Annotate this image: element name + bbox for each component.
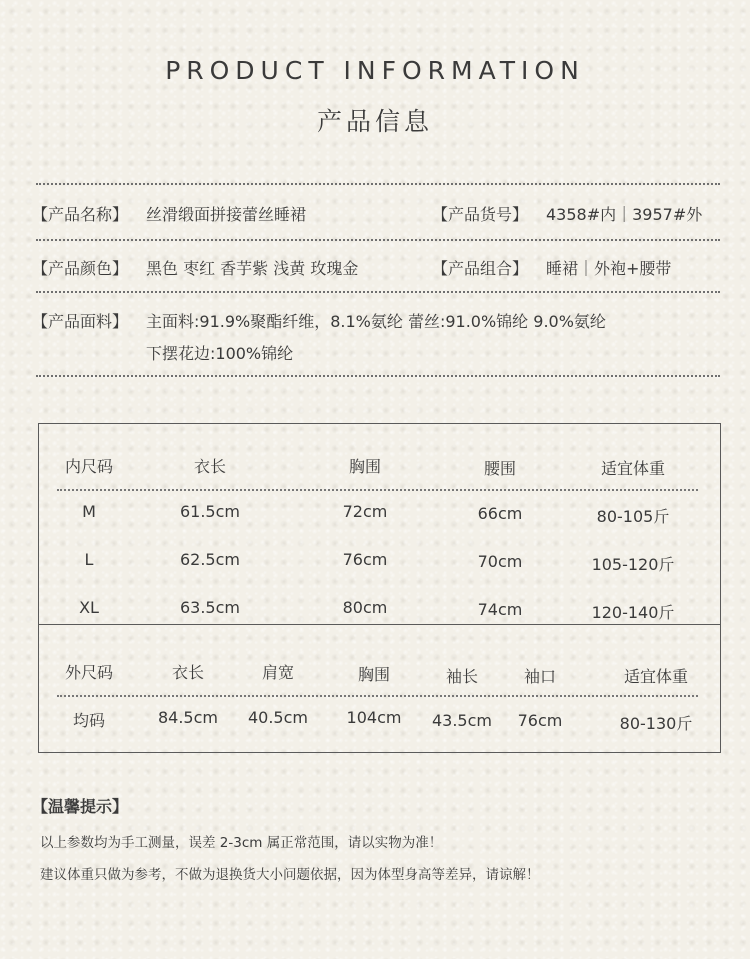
divider-4 (36, 375, 720, 377)
table-row-cell: 72cm (342, 502, 388, 521)
outer-header-length: 衣长 (171, 663, 204, 682)
inner-header-bust: 胸围 (348, 457, 381, 476)
table-row-cell: 76cm (517, 711, 563, 730)
table-row-cell: XL (79, 598, 99, 617)
tips-line-1: 以上参数均为手工测量，误差 2-3cm 属正常范围，请以实物为准！ (40, 835, 443, 851)
outer-header-size: 外尺码 (64, 663, 113, 682)
table-row-cell: 80-130斤 (619, 714, 693, 733)
product-sku-value: 4358#内｜3957#外 (546, 205, 703, 224)
table-row-cell: 120-140斤 (591, 603, 675, 622)
outer-header-weight: 适宜体重 (623, 667, 688, 686)
table-row-cell: 70cm (477, 552, 523, 571)
table-row-cell: 63.5cm (179, 598, 240, 617)
inner-header-divider (57, 489, 698, 491)
divider-3 (36, 291, 720, 293)
outer-header-sleeve-length: 袖长 (445, 667, 478, 686)
divider-1 (36, 183, 720, 185)
product-color-label: 【产品颜色】 (32, 259, 129, 278)
table-row-cell: 104cm (346, 708, 402, 727)
inner-header-length: 衣长 (193, 457, 226, 476)
table-row-cell: 66cm (477, 504, 523, 523)
inner-header-waist: 腰围 (483, 459, 516, 478)
product-combo-label: 【产品组合】 (432, 259, 529, 278)
product-name-value: 丝滑缎面拼接蕾丝睡裙 (146, 205, 307, 224)
inner-header-weight: 适宜体重 (600, 459, 665, 478)
table-row-cell: 74cm (477, 600, 523, 619)
table-row-cell: 62.5cm (179, 550, 240, 569)
product-combo-value: 睡裙｜外袍+腰带 (546, 259, 672, 278)
table-row-cell: L (84, 550, 94, 569)
table-row-cell: 40.5cm (247, 708, 308, 727)
table-row-cell: 43.5cm (431, 711, 492, 730)
table-row-cell: 84.5cm (157, 708, 218, 727)
inner-header-size: 内尺码 (64, 457, 113, 476)
table-row-cell: 80-105斤 (596, 507, 670, 526)
outer-header-divider (57, 695, 698, 697)
title-english: PRODUCT INFORMATION (165, 56, 585, 85)
size-table-split (38, 624, 720, 625)
title-chinese: 产品信息 (316, 107, 433, 136)
product-fabric-label: 【产品面料】 (32, 312, 129, 331)
table-row-cell: 80cm (342, 598, 388, 617)
outer-header-shoulder: 肩宽 (261, 663, 294, 682)
tips-title: 【温馨提示】 (32, 797, 129, 816)
product-fabric-line-1: 主面料:91.9%聚酯纤维，8.1%氨纶 蕾丝:91.0%锦纶 9.0%氨纶 (146, 312, 606, 331)
table-row-cell: 76cm (342, 550, 388, 569)
outer-header-cuff: 袖口 (523, 667, 556, 686)
product-sku-label: 【产品货号】 (432, 205, 529, 224)
table-row-cell: M (82, 502, 96, 521)
table-row-cell: 均码 (72, 711, 105, 730)
outer-header-bust: 胸围 (357, 665, 390, 684)
table-row-cell: 105-120斤 (591, 555, 675, 574)
product-color-value: 黑色 枣红 香芋紫 浅黄 玫瑰金 (146, 259, 359, 278)
divider-2 (36, 239, 720, 241)
product-fabric-line-2: 下摆花边:100%锦纶 (146, 344, 294, 363)
product-name-label: 【产品名称】 (32, 205, 129, 224)
tips-line-2: 建议体重只做为参考，不做为退换货大小问题依据，因为体型身高等差异，请谅解！ (40, 867, 540, 883)
table-row-cell: 61.5cm (179, 502, 240, 521)
